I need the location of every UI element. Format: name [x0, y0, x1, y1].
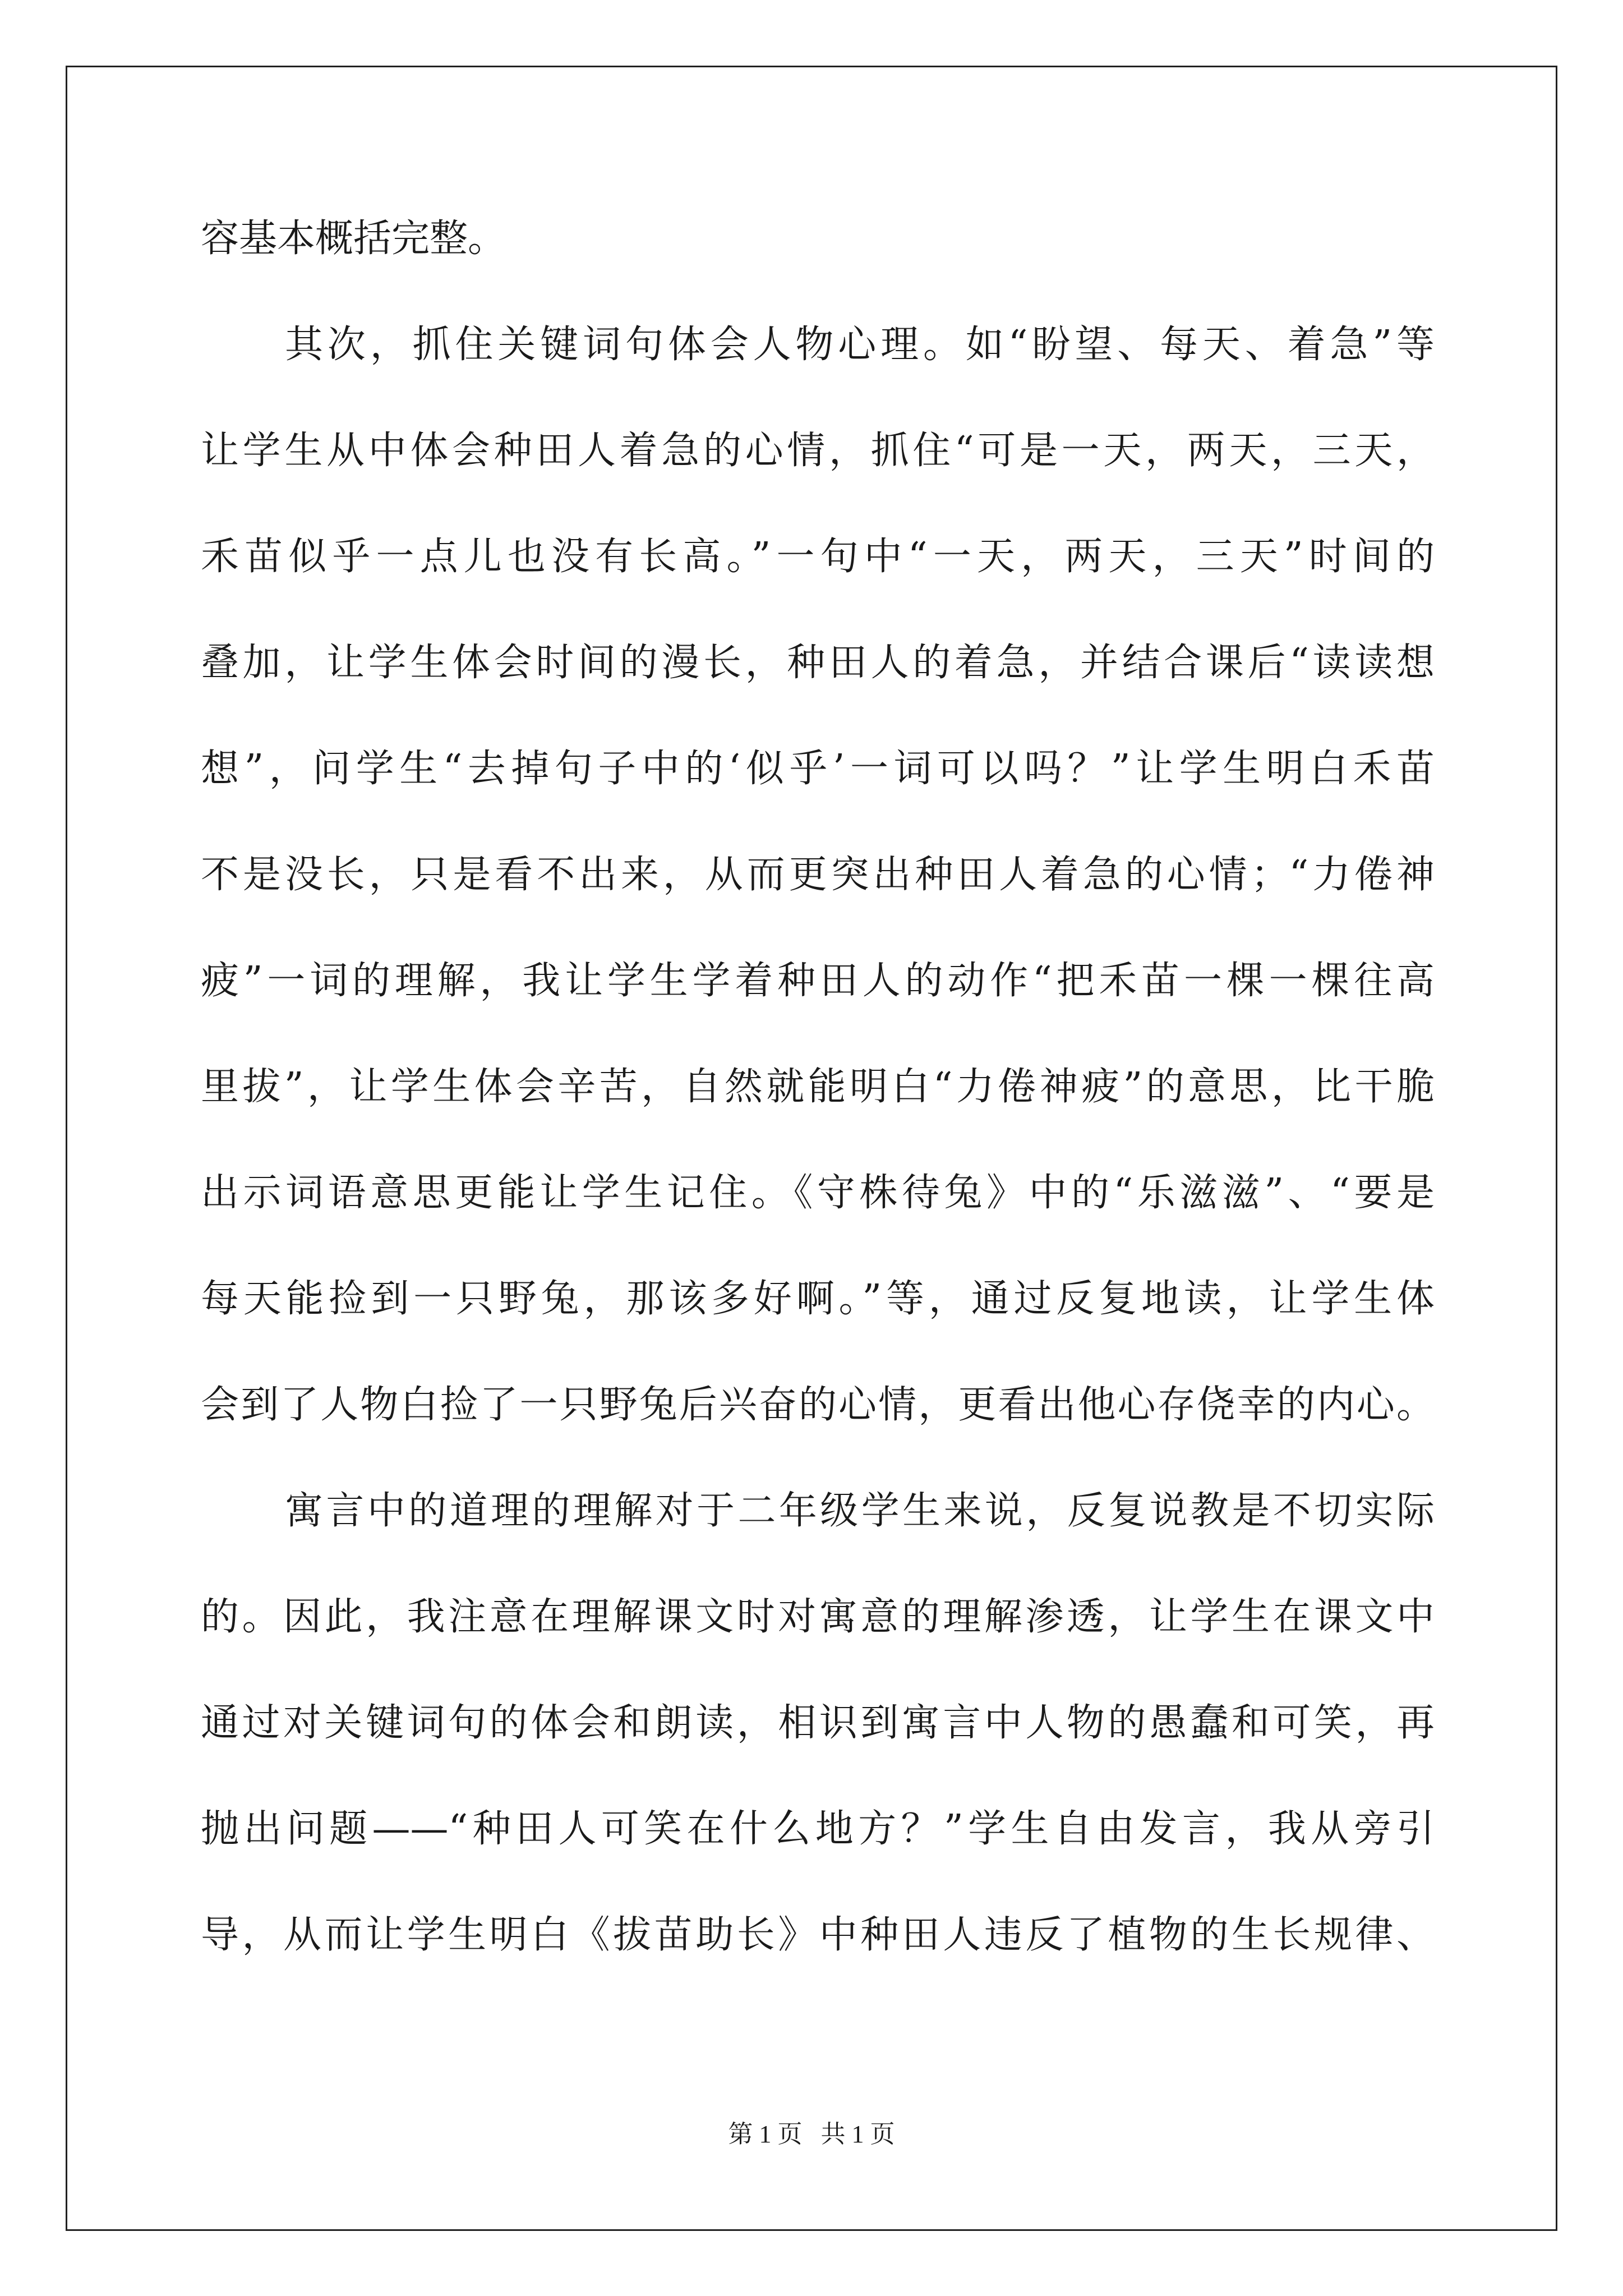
paragraph-line: 抛出问题——“种田人可笑在什么地方？”学生自由发言，我从旁引	[201, 1807, 1435, 1851]
paragraph-line: 每天能捡到一只野兔，那该多好啊。”等，通过反复地读，让学生体	[201, 1277, 1435, 1321]
paragraph-line: 其次，抓住关键词句体会人物心理。如“盼望、每天、着急”等	[285, 323, 1435, 367]
page-number-footer: 第 1 页 共 1 页	[728, 2120, 895, 2148]
paragraph-line: 的。因此，我注意在理解课文时对寓意的理解渗透，让学生在课文中	[201, 1595, 1435, 1639]
paragraph-line: 通过对关键词句的体会和朗读，相识到寓言中人物的愚蠢和可笑，再	[201, 1701, 1435, 1745]
paragraph-line: 里拔”，让学生体会辛苦，自然就能明白“力倦神疲”的意思，比干脆	[201, 1065, 1435, 1109]
paragraph-line: 不是没长，只是看不出来，从而更突出种田人着急的心情；“力倦神	[201, 853, 1435, 897]
paragraph-line: 会到了人物白捡了一只野兔后兴奋的心情，更看出他心存侥幸的内心。	[201, 1383, 1435, 1427]
paragraph-line: 想”，问学生“去掉句子中的‘似乎’一词可以吗？”让学生明白禾苗	[201, 747, 1435, 791]
document-body	[201, 206, 1435, 2009]
paragraph-line: 容基本概括完整。	[201, 217, 506, 261]
paragraph-line: 寓言中的道理的理解对于二年级学生来说，反复说教是不切实际	[285, 1489, 1435, 1533]
paragraph-line: 出示词语意思更能让学生记住。《守株待兔》中的“乐滋滋”、“要是	[201, 1171, 1435, 1215]
paragraph-line: 让学生从中体会种田人着急的心情，抓住“可是一天，两天，三天，	[201, 429, 1435, 473]
paragraph-line: 导，从而让学生明白《拔苗助长》中种田人违反了植物的生长规律、	[201, 1913, 1435, 1957]
paragraph-line: 疲”一词的理解，我让学生学着种田人的动作“把禾苗一棵一棵往高	[201, 959, 1435, 1003]
paragraph-line: 禾苗似乎一点儿也没有长高。”一句中“一天，两天，三天”时间的	[201, 535, 1435, 579]
paragraph-line: 叠加，让学生体会时间的漫长，种田人的着急，并结合课后“读读想	[201, 641, 1435, 685]
